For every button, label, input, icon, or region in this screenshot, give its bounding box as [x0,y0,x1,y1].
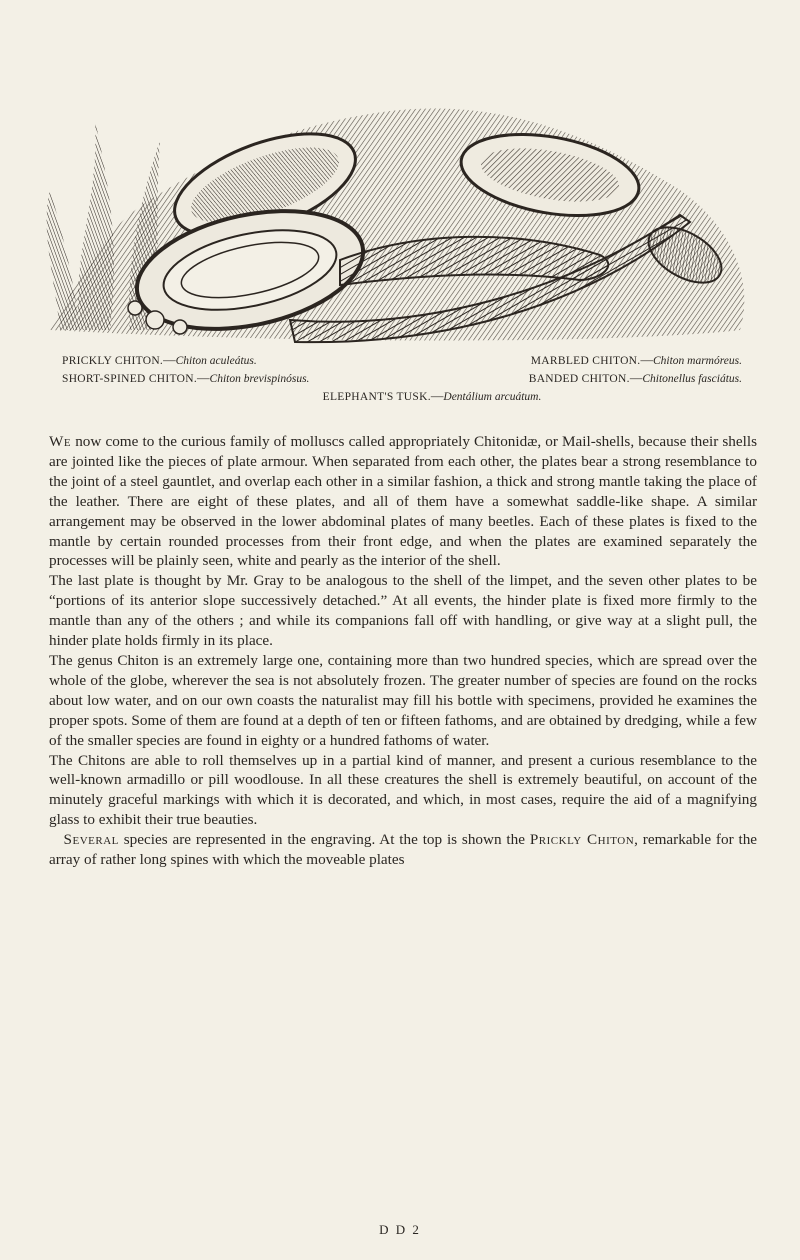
body-text [49,432,757,870]
paragraph-5: Several species are represented in the engraving. At the top is shown the Prickly Chiton, remarkable for the array of rather long spines with which the moveable plates [49,831,758,869]
paragraph-4: The Chitons are able to roll themselves up in a partial kind of manner, and present a curious resemblance to the well-known armadillo or pill woodlouse. In all these creatures the shell is extremely beautiful, on account of the minutely graceful markings with which it is decorated, and which, in most cases, require the aid of a magnifying glass to exhibit their true beauties. [49,751,757,829]
caption-prickly-chiton: PRICKLY CHITON.—Chiton aculeátus. [62,353,257,367]
caption-row-2 [62,370,742,388]
figure-captions [62,352,742,406]
caption-marbled-chiton: MARBLED CHITON.—Chiton marmóreus. [530,353,742,367]
paragraph-1: We now come to the curious family of molluscs called appropriately Chitonidæ, or Mail-shells, because their shells are jointed like the pieces of plate armour. When separated from each other, the plates bear a strong resemblance to the joint of a steel gauntlet, and overlap each other in a similar fashion, a thick and strong mantle taking the place of the leather. There are eight of these plates, and all of them have a somewhat saddle-like shape. A similar arrangement may be observed in the lower abdominal plates of many beetles. Each of these plates is fixed to the mantle by certain rounded processes from their front edge, and when the plates are examined separately the processes will be plainly seen, white and pearly as the interior of the shell. [49,433,757,570]
caption-elephant-tusk: ELEPHANT'S TUSK.—Dentálium arcuátum. [322,389,542,403]
paragraph-3: The genus Chiton is an extremely large one, containing more than two hundred species, which are spread over the whole of the globe, wherever the sea is not absolutely frozen. The greater number of species are found on the rocks about low water, and on our own coasts the naturalist may fill his bottle with specimens, provided he examines the proper spots. Some of them are found at a depth of ten or fifteen fathoms, and are obtained by dredging, while a few of the smaller species are found in eighty or a hundred fathoms of water. [49,651,757,749]
chiton-engraving-illustration [40,80,762,348]
caption-banded-chiton: BANDED CHITON.—Chitonellus fasciátus. [528,371,742,385]
paragraph-2: The last plate is thought by Mr. Gray to be analogous to the shell of the limpet, and the seven other plates to be “portions of its anterior slope successively detached.” At all events, the hinder plate is fixed more firmly to the mantle than any of the others ; and while its companions fall off with handling, or give way at a slight pull, the hinder plate holds firmly in its place. [49,572,757,650]
seaweed [78,120,114,330]
caption-short-spined-chiton: SHORT-SPINED CHITON.—Chiton brevispinósus. [62,371,310,385]
caption-row-1 [62,352,742,370]
signature-mark: D D 2 [379,1222,421,1237]
